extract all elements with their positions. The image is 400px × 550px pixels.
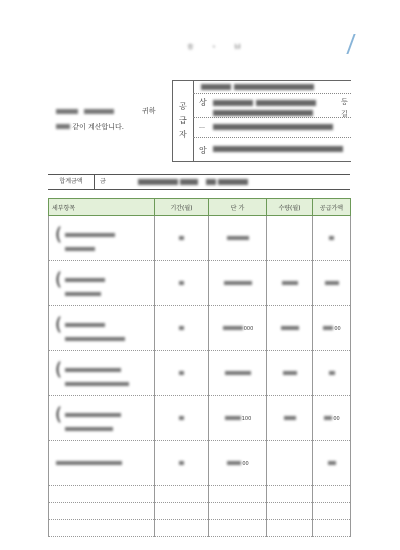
item-description-redacted: ( — [49, 306, 155, 351]
supplier-name-redacted — [213, 109, 313, 118]
recipient-suffix: 귀하 — [142, 107, 156, 115]
item-supply-redacted — [313, 441, 351, 486]
supplier-right-mark: 등 — [341, 98, 348, 106]
supplier-row-divider — [193, 137, 351, 138]
item-price — [209, 306, 267, 351]
supplier-company-redacted — [213, 99, 316, 108]
item-price-redacted — [209, 351, 267, 396]
supplier-regno-redacted — [201, 83, 314, 92]
col-header-item: 세부항목 — [49, 199, 155, 216]
item-supply-unit: 00 — [334, 325, 341, 332]
table-row-empty — [49, 486, 351, 503]
col-header-quantity: 수량(월) — [267, 199, 313, 216]
item-price — [209, 396, 267, 441]
item-description-redacted: ( — [49, 216, 155, 261]
item-description-redacted: ( — [49, 351, 155, 396]
item-description-redacted: ( — [49, 261, 155, 306]
supplier-label-char: 자 — [179, 130, 187, 139]
supplier-address-redacted — [213, 123, 333, 132]
item-supply-redacted — [313, 216, 351, 261]
col-header-supply-amount: 공급가액 — [313, 199, 351, 216]
item-period-redacted — [155, 216, 209, 261]
total-amount-redacted — [138, 179, 248, 187]
item-qty — [267, 441, 313, 486]
item-price-unit: 100 — [241, 415, 252, 422]
table-row-empty — [49, 520, 351, 537]
total-label: 합계금액 — [48, 175, 95, 189]
table-row — [49, 306, 351, 351]
table-row — [49, 261, 351, 306]
item-price-unit: 00 — [242, 460, 249, 467]
item-qty-redacted — [267, 396, 313, 441]
table-row — [49, 396, 351, 441]
col-header-unit-price: 단 가 — [209, 199, 267, 216]
table-row-empty — [49, 503, 351, 520]
table-row — [49, 441, 351, 486]
item-period-redacted — [155, 261, 209, 306]
item-price — [209, 441, 267, 486]
table-row — [49, 216, 351, 261]
supplier-side-label — [173, 81, 194, 161]
total-amount-row — [48, 174, 350, 190]
supplier-row-mark: ᅳ — [199, 125, 205, 132]
col-header-period: 기간(월) — [155, 199, 209, 216]
item-description-redacted — [49, 441, 155, 486]
item-price-redacted — [209, 216, 267, 261]
recipient-note: 같이 계산합니다. — [72, 123, 125, 131]
item-supply-unit: 00 — [333, 415, 340, 422]
table-header-row — [49, 199, 351, 216]
item-period-redacted — [155, 396, 209, 441]
supplier-block — [172, 80, 351, 162]
document-title: ㅎ ㆍ ㅂ — [186, 43, 248, 53]
item-qty-redacted — [267, 261, 313, 306]
recipient-prefix-redacted — [56, 124, 70, 129]
corner-mark — [336, 34, 355, 54]
supplier-row-divider — [193, 93, 351, 94]
supplier-row-mark: 상 — [199, 98, 207, 107]
supplier-label-char: 공 — [179, 102, 187, 111]
table-row — [49, 351, 351, 396]
item-supply-redacted — [313, 351, 351, 396]
recipient-name-redacted — [56, 109, 78, 114]
recipient-block — [56, 103, 156, 135]
item-price-redacted — [209, 261, 267, 306]
supplier-type-redacted — [213, 145, 343, 154]
item-supply-redacted — [313, 261, 351, 306]
item-description-redacted: ( — [49, 396, 155, 441]
item-qty-redacted — [267, 351, 313, 396]
item-supply — [313, 306, 351, 351]
supplier-row-mark: 앙 — [199, 146, 207, 155]
items-table — [48, 198, 351, 537]
recipient-name-redacted-2 — [84, 109, 114, 114]
item-supply — [313, 396, 351, 441]
item-period-redacted — [155, 441, 209, 486]
item-price-unit: 000 — [243, 325, 254, 332]
supplier-label-char: 급 — [179, 116, 187, 125]
supplier-right-mark: 길 — [341, 110, 348, 118]
item-qty-redacted — [267, 306, 313, 351]
item-period-redacted — [155, 351, 209, 396]
total-currency-label: 금 — [100, 178, 106, 185]
item-qty — [267, 216, 313, 261]
item-period-redacted — [155, 306, 209, 351]
